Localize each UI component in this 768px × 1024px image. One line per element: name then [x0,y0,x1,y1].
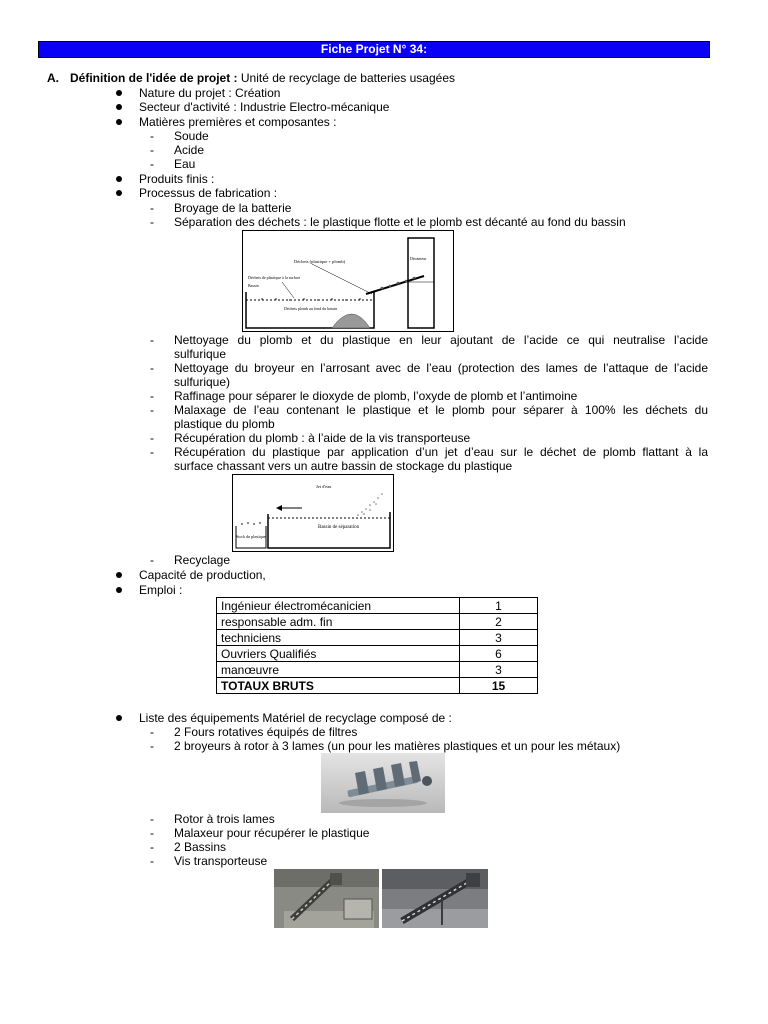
produits-text: Produits finis : [139,172,215,186]
conveyor-motor [466,873,480,887]
matiere-item: Eau [174,157,196,171]
water-jet-diagram [232,474,394,552]
matiere-item: Acide [174,143,205,157]
label-dechets: Déchets (plastique + plomb) [294,259,346,264]
processus-item [174,361,708,389]
dash-marker: - [150,739,154,753]
label-decanteur: Décanteur [410,256,427,261]
processus-item: Broyage de la batterie [174,201,292,215]
dash-marker: - [150,215,154,229]
count-cell: 6 [460,646,538,662]
table-row [217,662,538,678]
processus-line2: plastique du plomb [174,417,275,431]
role-cell: manœuvre [217,662,460,678]
bullet-icon [116,587,122,593]
count-cell: 1 [460,598,538,614]
table-row [217,646,538,662]
table-row [217,630,538,646]
dash-marker: - [150,725,154,739]
dash-marker: - [150,129,154,143]
bullet-icon [116,572,122,578]
total-label-cell: TOTAUX BRUTS [217,678,460,694]
separation-diagram [242,230,454,332]
processus-line1: Récupération du plastique par application d’un jet d’eau sur le déchet de plomb flattant à la [174,445,708,459]
dash-marker: - [150,826,154,840]
role-cell: Ingénieur électromécanicien [217,598,460,614]
page-title-banner: Fiche Projet N° 34: [38,41,710,58]
tank [344,899,372,919]
nature-text: Nature du projet : Création [139,86,281,100]
dash-marker: - [150,389,154,403]
total-row [217,678,538,694]
dash-marker: - [150,553,154,567]
processus-item: Raffinage pour séparer le dioxyde de plomb, l’oxyde de plomb et l’antimoine [174,389,578,403]
processus-line1: Malaxage de l’eau contenant le plastique et le plomb pour séparer à 100% les déchets du [174,403,708,417]
total-count-cell: 15 [460,678,538,694]
label-flottent: Déchets de plastique à la surface [248,275,301,280]
dash-marker: - [150,333,154,347]
label-bassin-separation: Bassin de séparation [318,525,360,530]
label-bassin: Bassin [248,283,259,288]
equipement-item: 2 Fours rotatives équipés de filtres [174,725,358,739]
dash-marker: - [150,361,154,375]
equipement-item: 2 broyeurs à rotor à 3 lames (un pour les matières plastiques et un pour les métaux) [174,739,621,753]
section-heading-label: Définition de l'idée de projet : [70,71,238,85]
label-stockage: Stock du plastique [236,534,266,539]
processus-line1: Nettoyage du plomb et du plastique en leur ajoutant de l’acide ce qui neutralise l’acide [174,333,708,347]
processus-item: Séparation des déchets : le plastique flotte et le plomb est décanté au fond du bassin [174,215,626,229]
emploi-table [216,597,538,694]
bullet-icon [116,119,122,125]
equipement-item: Malaxeur pour récupérer le plastique [174,826,370,840]
processus-item [174,403,708,431]
processus-line2: sulfurique) [174,375,231,389]
processus-item [174,445,708,473]
section-marker: A. [47,71,59,85]
dash-marker: - [150,201,154,215]
emploi-text: Emploi : [139,583,183,597]
equipement-item: Rotor à trois lames [174,812,275,826]
count-cell: 2 [460,614,538,630]
processus-title: Processus de fabrication : [139,186,278,200]
bullet-icon [116,90,122,96]
rotor-shadow [339,799,427,807]
processus-line2: surface chassant vers un autre bassin de stockage du plastique [174,459,513,473]
table-row [217,598,538,614]
diagram-frame [233,475,394,552]
dash-marker: - [150,812,154,826]
bullet-icon [116,715,122,721]
rotor-photo [321,753,445,813]
screw-conveyor-photo-2 [382,869,488,928]
processus-item [174,333,708,361]
capacite-text: Capacité de production, [139,568,266,582]
dash-marker: - [150,840,154,854]
equipement-item: Vis transporteuse [174,854,268,868]
equipement-item: 2 Bassins [174,840,227,854]
processus-item: Récupération du plomb : à l’aide de la vis transporteuse [174,431,471,445]
secteur-text: Secteur d'activité : Industrie Electro-mécanique [139,100,390,114]
table-row [217,614,538,630]
rotor-hub [422,776,432,786]
dash-marker: - [150,445,154,459]
bullet-icon [116,104,122,110]
processus-line1: Nettoyage du broyeur en l’arrosant avec de l’eau (protection des lames de l’attaque de l’acide [174,361,708,375]
count-cell: 3 [460,630,538,646]
bullet-icon [116,190,122,196]
dash-marker: - [150,854,154,868]
conveyor-motor [330,873,342,885]
role-cell: Ouvriers Qualifiés [217,646,460,662]
matieres-title: Matières premières et composantes : [139,115,337,129]
role-cell: techniciens [217,630,460,646]
equipements-title: Liste des équipements Matériel de recyclage composé de : [139,711,452,725]
screw-conveyor-photo-1 [274,869,379,928]
processus-line2: sulfurique [174,347,227,361]
dash-marker: - [150,431,154,445]
section-heading-value: Unité de recyclage de batteries usagées [237,71,455,85]
label-jet: Jet d'eau [316,484,332,489]
recyclage-item: Recyclage [174,553,231,567]
dash-marker: - [150,143,154,157]
matiere-item: Soude [174,129,209,143]
count-cell: 3 [460,662,538,678]
role-cell: responsable adm. fin [217,614,460,630]
photo-floor [382,909,488,928]
dash-marker: - [150,157,154,171]
dash-marker: - [150,403,154,417]
bullet-icon [116,176,122,182]
section-heading [70,71,455,85]
label-fond: Déchets plomb au fond du bassin [284,306,338,311]
